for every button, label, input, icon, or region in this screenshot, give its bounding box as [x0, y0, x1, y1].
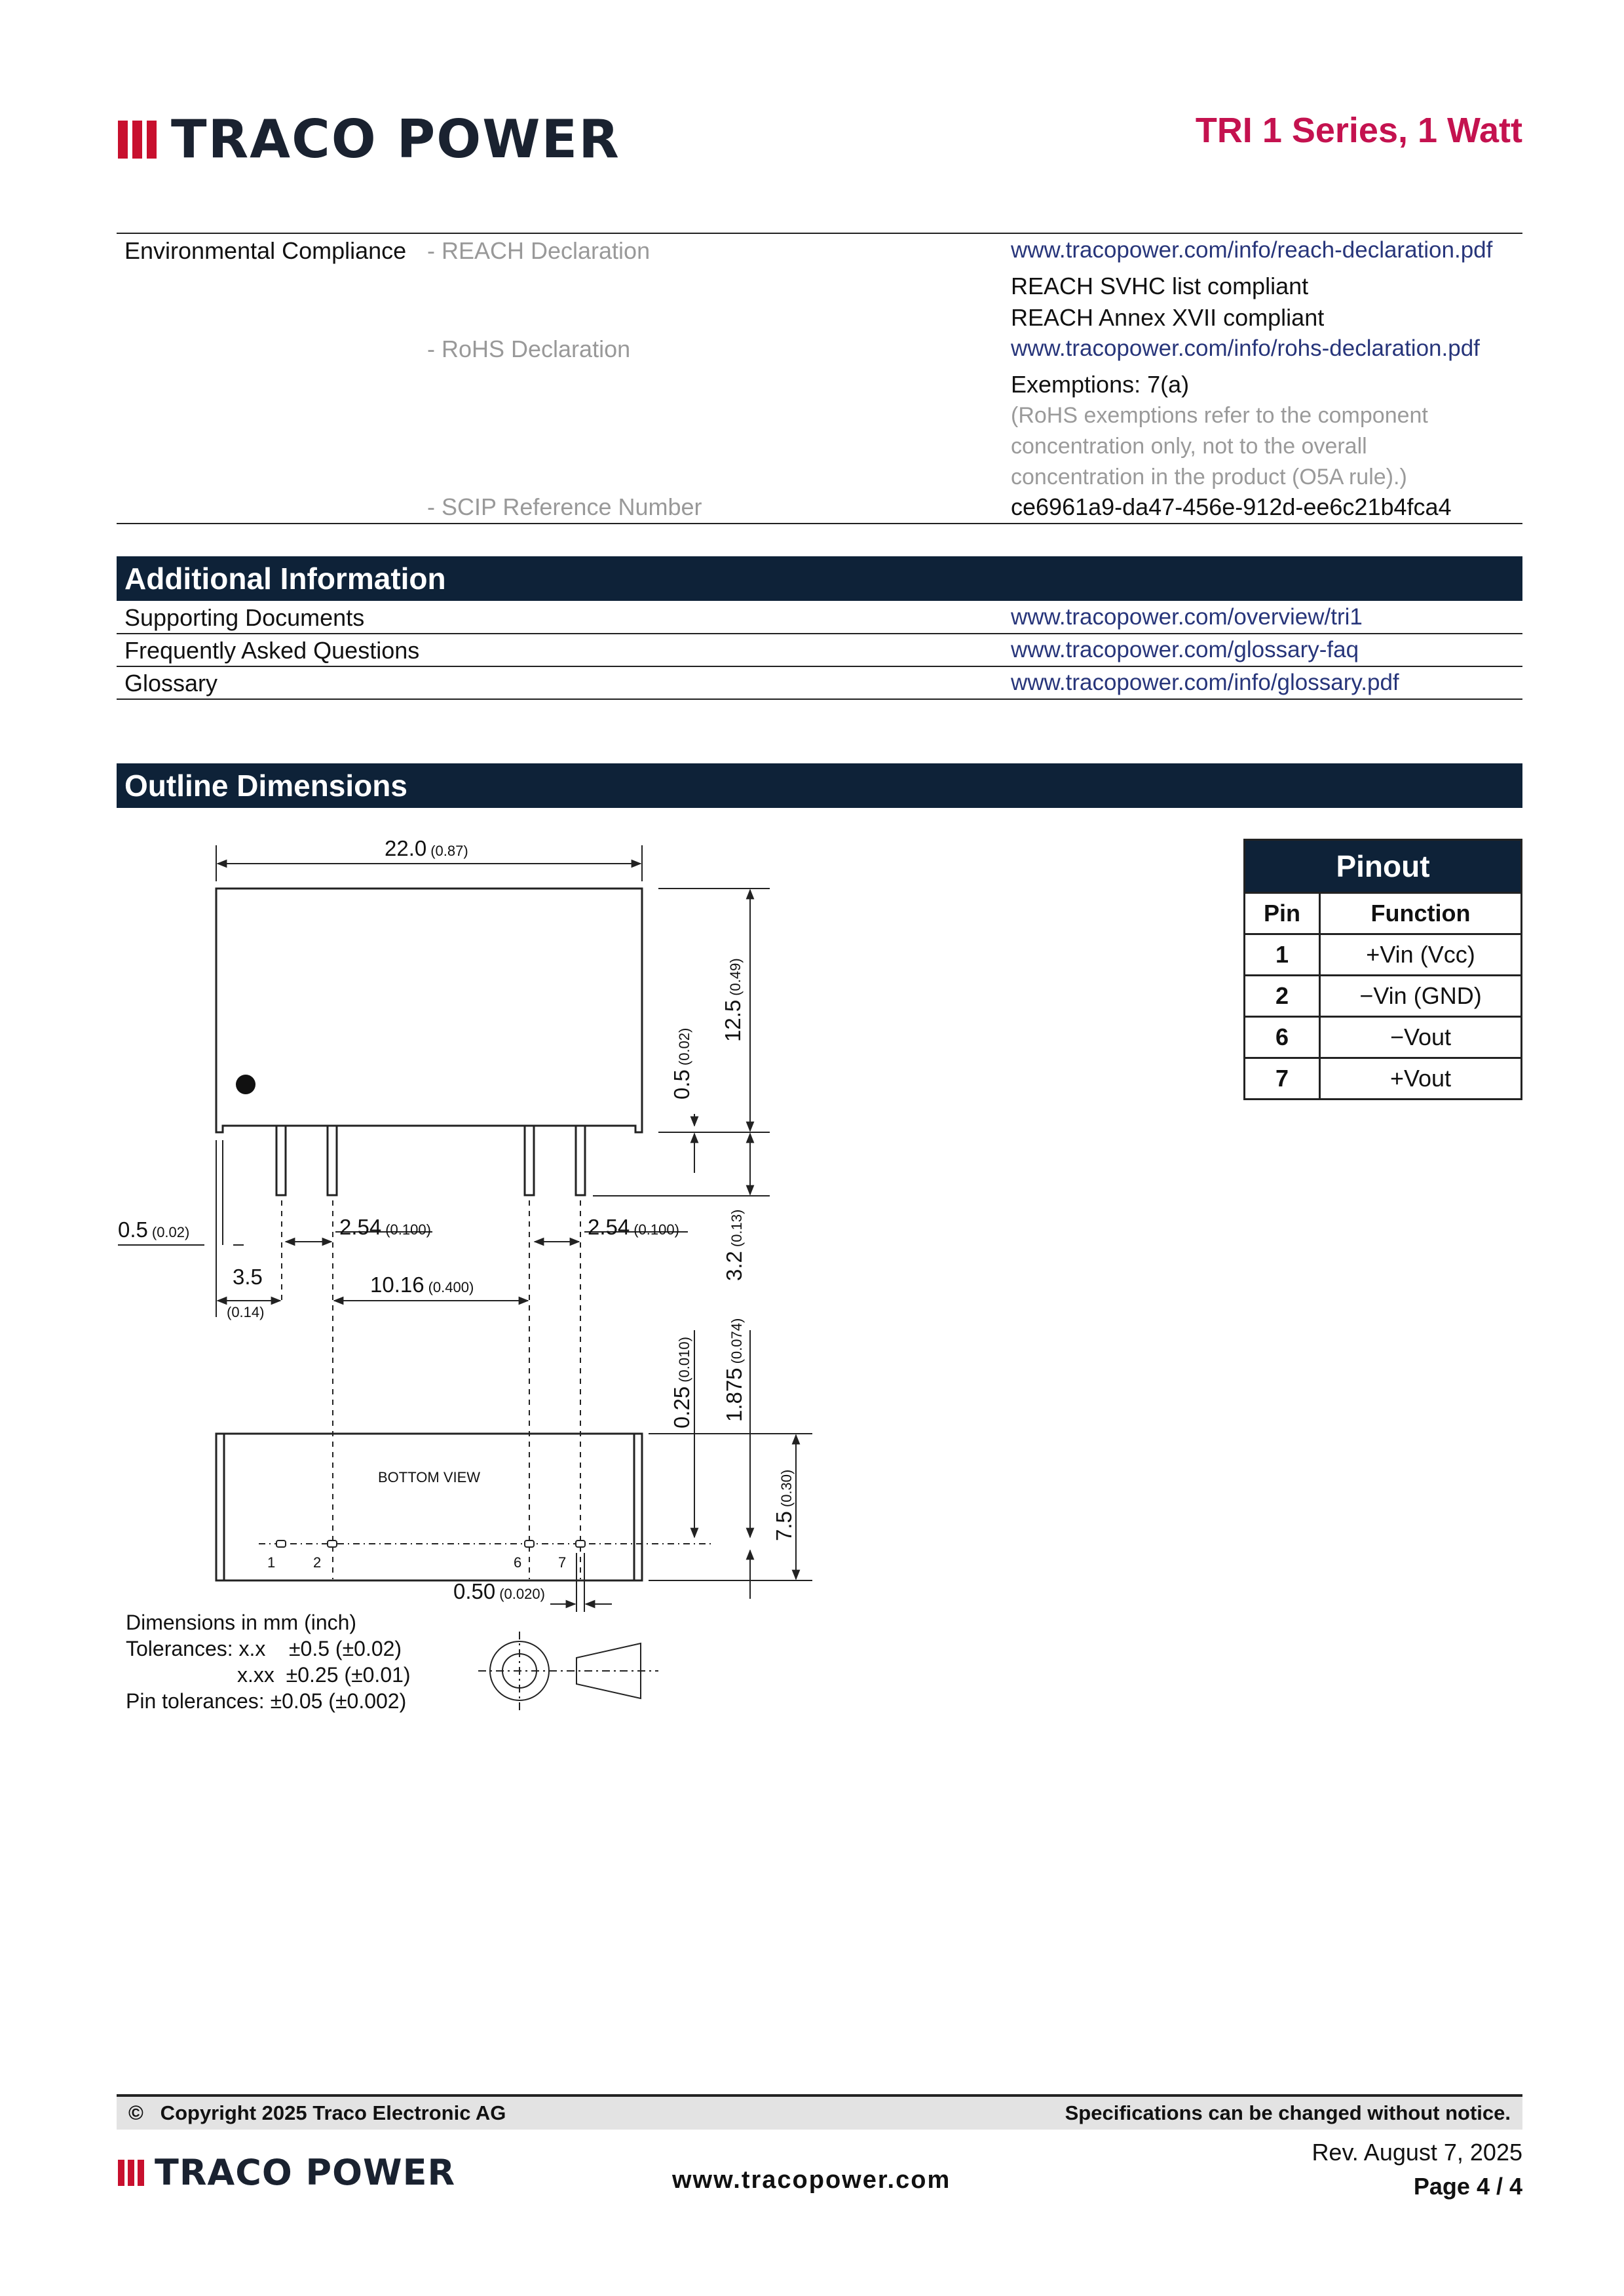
supporting-documents-link[interactable]: www.tracopower.com/overview/tri1 [1011, 604, 1363, 630]
dim-pin-diameter-in: (0.020) [499, 1586, 545, 1602]
tolerance-xxx-note: x.xx ±0.25 (±0.01) [237, 1663, 411, 1687]
dim-edge-in: (0.02) [151, 1224, 190, 1240]
pin-label-6: 6 [514, 1554, 522, 1571]
rohs-note-text: (RoHS exemptions refer to the component concentration only, not to the overall concentration in the product (O5A rule).) [1011, 403, 1428, 489]
reach-svhc-text: REACH SVHC list compliant [1011, 273, 1309, 299]
scip-reference-label: - SCIP Reference Number [427, 493, 702, 520]
svg-text:3.2(0.13) [722, 1210, 746, 1281]
pin-2 [328, 1126, 337, 1195]
svg-text:22.0(0.87) [385, 836, 468, 860]
pin-label-2: 2 [313, 1554, 322, 1571]
svg-text:7.5(0.30) [772, 1470, 796, 1541]
pinout-table [1243, 839, 1522, 1100]
glossary-link[interactable]: www.tracopower.com/info/glossary.pdf [1011, 670, 1399, 695]
svg-text:10.16(0.400) [370, 1272, 474, 1297]
dim-width-in: (0.87) [430, 843, 468, 859]
pin-function: +Vin (Vcc) [1320, 934, 1522, 976]
dim-pin-length-in: (0.13) [728, 1209, 745, 1248]
pin-number: 7 [1245, 1058, 1320, 1100]
svg-text:0.5(0.02) [670, 1028, 694, 1100]
bottom-pin-7 [576, 1540, 585, 1547]
table-row [1245, 934, 1522, 976]
dim-pin-position-mm: 1.875 [722, 1368, 746, 1422]
dim-height-in: (0.49) [727, 958, 744, 996]
table-row [1245, 1058, 1522, 1100]
module-side-view [216, 889, 642, 1132]
dim-offset-mm: 3.5 [233, 1265, 263, 1289]
footer-bar [117, 2094, 1522, 2130]
dim-pitch2-in: (0.100) [633, 1221, 679, 1238]
outline-drawing [0, 0, 852, 1769]
dim-pin-width-mm: 0.25 [670, 1386, 694, 1428]
pin-function: −Vout [1320, 1017, 1522, 1058]
reach-declaration-link[interactable]: www.tracopower.com/info/reach-declaration.pdf [1011, 237, 1493, 263]
dim-span-mm: 10.16 [370, 1272, 425, 1297]
pin-number: 6 [1245, 1017, 1320, 1058]
additional-information-header: Additional Information [117, 556, 1522, 601]
logo-bars-icon [118, 2160, 144, 2186]
outline-dimensions-header: Outline Dimensions [117, 763, 1522, 808]
rohs-declaration-link[interactable]: www.tracopower.com/info/rohs-declaration.pdf [1011, 335, 1480, 361]
rohs-exemptions-text: Exemptions: 7(a) [1011, 371, 1190, 398]
function-column-header: Function [1320, 893, 1522, 934]
reach-annex-text: REACH Annex XVII compliant [1011, 304, 1325, 331]
footer-logo-wordmark: TRACO POWER [155, 2152, 456, 2193]
svg-text:12.5(0.49) [721, 958, 745, 1042]
copyright-text: © Copyright 2025 Traco Electronic AG [128, 2101, 506, 2124]
pin1-marker-icon [236, 1075, 255, 1094]
dim-height-mm: 12.5 [721, 999, 745, 1042]
dim-depth-in: (0.30) [778, 1469, 795, 1508]
pin-label-1: 1 [267, 1554, 276, 1571]
glossary-label: Glossary [124, 670, 218, 697]
pin-6 [525, 1126, 534, 1195]
pin-number: 1 [1245, 934, 1320, 976]
dim-pin-length-mm: 3.2 [722, 1251, 746, 1281]
pin-7 [576, 1126, 585, 1195]
pin-label-7: 7 [558, 1554, 567, 1571]
pin-1 [276, 1126, 286, 1195]
environmental-compliance-label: Environmental Compliance [124, 237, 407, 264]
bottom-pin-6 [525, 1540, 534, 1547]
pin-number: 2 [1245, 976, 1320, 1017]
footer-logo [118, 2152, 456, 2193]
pin-column-header: Pin [1245, 893, 1320, 934]
pin-function: −Vin (GND) [1320, 976, 1522, 1017]
pinout-title: Pinout [1245, 840, 1522, 893]
rohs-declaration-label: - RoHS Declaration [427, 335, 631, 362]
reach-declaration-label: - REACH Declaration [427, 237, 651, 264]
module-bottom-view [216, 1434, 642, 1580]
dim-pitch1-in: (0.100) [385, 1221, 431, 1238]
dim-standoff-in: (0.02) [676, 1027, 692, 1066]
series-title: TRI 1 Series, 1 Watt [1195, 111, 1522, 150]
bottom-pin-2 [328, 1540, 337, 1547]
website-link[interactable]: www.tracopower.com [672, 2166, 951, 2194]
notice-text: Specifications can be changed without notice. [1065, 2101, 1511, 2124]
logo-wordmark: TRACO POWER [171, 108, 620, 170]
page-number: Page 4 / 4 [1413, 2173, 1522, 2200]
bottom-pin-1 [276, 1540, 286, 1547]
table-row [1245, 1017, 1522, 1058]
bottom-view-label: BOTTOM VIEW [378, 1469, 481, 1485]
dim-pitch2-mm: 2.54 [588, 1215, 630, 1239]
dim-pin-position-in: (0.074) [728, 1318, 745, 1364]
svg-text:0.50(0.020) [453, 1579, 545, 1603]
svg-text:0.25(0.010) [670, 1337, 694, 1428]
faq-label: Frequently Asked Questions [124, 637, 420, 664]
dim-depth-mm: 7.5 [772, 1511, 796, 1541]
pin-tolerance-note: Pin tolerances: ±0.05 (±0.002) [126, 1689, 407, 1713]
dim-pitch1-mm: 2.54 [339, 1215, 382, 1239]
dim-span-in: (0.400) [428, 1279, 474, 1295]
svg-text:2.54(0.100) [588, 1215, 679, 1239]
faq-link[interactable]: www.tracopower.com/glossary-faq [1011, 637, 1359, 662]
dimensions-unit-note: Dimensions in mm (inch) [126, 1611, 357, 1634]
dim-pin-width-in: (0.010) [676, 1337, 692, 1383]
supporting-documents-label: Supporting Documents [124, 604, 365, 631]
dim-pin-diameter-mm: 0.50 [453, 1579, 496, 1603]
tolerance-xx-note: Tolerances: x.x ±0.5 (±0.02) [126, 1637, 402, 1660]
dim-offset-in: (0.14) [227, 1304, 265, 1320]
svg-text:2.54(0.100) [339, 1215, 431, 1239]
svg-text:1.875(0.074) [722, 1318, 746, 1422]
dim-standoff-mm: 0.5 [670, 1069, 694, 1100]
scip-reference-value: ce6961a9-da47-456e-912d-ee6c21b4fca4 [1011, 493, 1452, 520]
pin-function: +Vout [1320, 1058, 1522, 1100]
revision-date: Rev. August 7, 2025 [1312, 2139, 1522, 2166]
dim-edge-mm: 0.5 [118, 1217, 148, 1242]
svg-text:0.5(0.02) [118, 1217, 189, 1242]
dim-width-mm: 22.0 [385, 836, 427, 860]
table-row [1245, 976, 1522, 1017]
